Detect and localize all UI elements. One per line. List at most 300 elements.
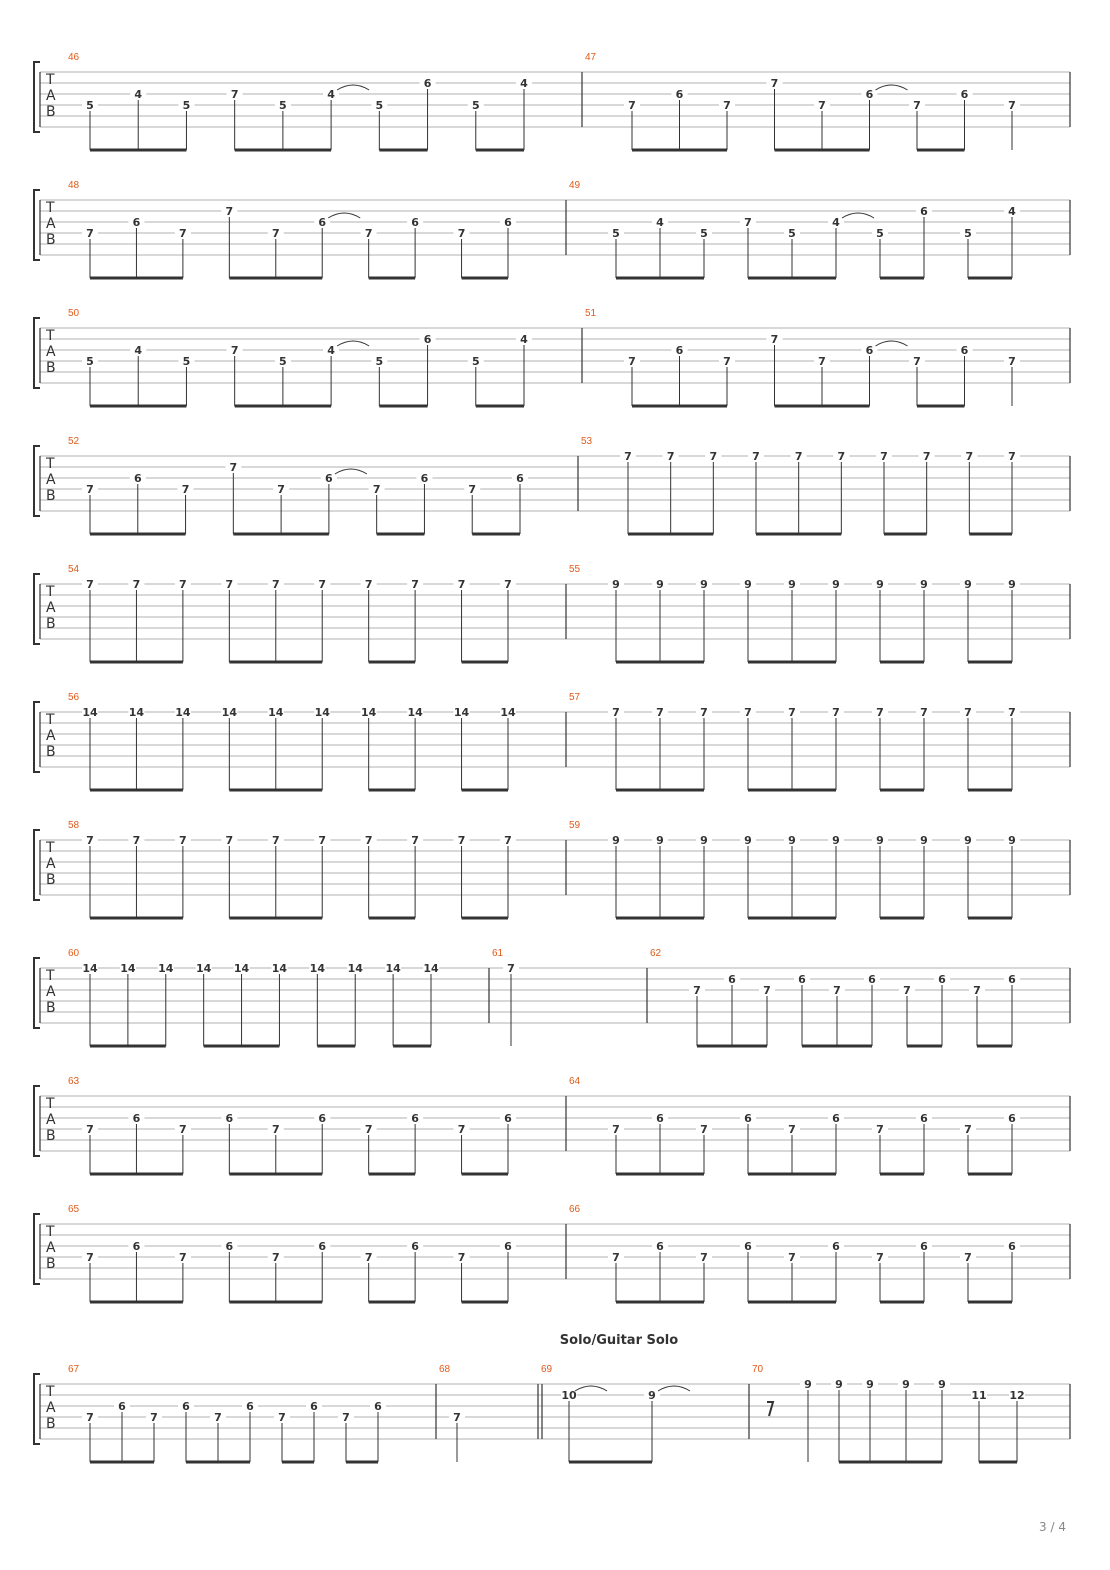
measure-number: 60 <box>68 948 80 959</box>
tab-clef-letter: T <box>46 328 55 344</box>
fret-number: 4 <box>832 216 840 229</box>
fret-number: 9 <box>938 1378 946 1391</box>
fret-number: 7 <box>1008 706 1016 719</box>
fret-number: 7 <box>818 355 826 368</box>
fret-number: 7 <box>277 483 285 496</box>
fret-number: 5 <box>471 99 480 112</box>
fret-number: 6 <box>420 472 429 485</box>
fret-number: 7 <box>880 450 888 463</box>
tab-clef-letter: A <box>46 344 56 360</box>
fret-number: 7 <box>628 355 636 368</box>
tie-arc <box>328 213 360 218</box>
system-bracket <box>34 1374 40 1444</box>
tab-staff <box>0 692 1110 802</box>
fret-number: 7 <box>770 333 779 346</box>
fret-number: 6 <box>423 77 432 90</box>
fret-number: 14 <box>361 706 377 719</box>
fret-number: 14 <box>221 706 237 719</box>
fret-number: 7 <box>693 984 701 997</box>
system-bracket <box>34 1086 40 1156</box>
fret-number: 7 <box>86 1251 94 1264</box>
fret-number: 6 <box>411 1240 419 1253</box>
fret-number: 7 <box>504 834 512 847</box>
fret-number: 7 <box>318 834 327 847</box>
tab-clef-letter: B <box>46 488 56 504</box>
fret-number: 14 <box>120 962 136 975</box>
measure-number: 67 <box>68 1364 80 1375</box>
fret-number: 7 <box>913 355 921 368</box>
fret-number: 4 <box>656 216 664 229</box>
fret-number: 7 <box>364 1123 373 1136</box>
fret-number: 6 <box>325 472 333 485</box>
fret-number: 7 <box>964 706 972 719</box>
fret-number: 6 <box>865 344 874 357</box>
fret-number: 6 <box>960 344 969 357</box>
tab-system <box>0 564 1110 654</box>
fret-number: 7 <box>457 1251 466 1264</box>
fret-number: 7 <box>965 450 974 463</box>
tie-arc <box>876 341 908 346</box>
fret-number: 6 <box>310 1400 318 1413</box>
fret-number: 6 <box>920 1240 928 1253</box>
fret-number: 14 <box>500 706 516 719</box>
tab-clef-letter: A <box>46 984 56 1000</box>
fret-number: 7 <box>230 88 239 101</box>
fret-number: 6 <box>744 1240 752 1253</box>
fret-number: 6 <box>516 472 524 485</box>
tie-arc <box>575 1386 607 1391</box>
fret-number: 7 <box>922 450 931 463</box>
fret-number: 7 <box>229 461 238 474</box>
fret-number: 6 <box>504 216 512 229</box>
tab-system <box>0 436 1110 526</box>
tie-arc <box>658 1386 690 1391</box>
fret-number: 11 <box>971 1389 987 1402</box>
tab-clef-letter: B <box>46 232 56 248</box>
tab-clef-letter: T <box>46 1096 55 1112</box>
fret-number: 7 <box>709 450 718 463</box>
fret-number: 5 <box>471 355 480 368</box>
fret-number: 7 <box>271 578 280 591</box>
fret-number: 7 <box>624 450 632 463</box>
fret-number: 9 <box>902 1378 910 1391</box>
fret-number: 7 <box>504 578 512 591</box>
fret-number: 9 <box>835 1378 843 1391</box>
tab-clef-letter: B <box>46 1000 56 1016</box>
fret-number: 14 <box>196 962 212 975</box>
fret-number: 5 <box>279 355 287 368</box>
tab-clef-letter: A <box>46 216 56 232</box>
fret-number: 7 <box>763 984 771 997</box>
measure-number: 68 <box>439 1364 451 1375</box>
fret-number: 6 <box>182 1400 190 1413</box>
fret-number: 12 <box>1009 1389 1025 1402</box>
fret-number: 7 <box>788 706 796 719</box>
fret-number: 14 <box>309 962 325 975</box>
system-bracket <box>34 958 40 1028</box>
fret-number: 7 <box>700 1123 708 1136</box>
measure-number: 50 <box>68 308 80 319</box>
measure-number: 56 <box>68 692 80 703</box>
fret-number: 7 <box>656 706 664 719</box>
fret-number: 5 <box>612 227 620 240</box>
fret-number: 4 <box>134 344 143 357</box>
tab-clef-letter: T <box>46 840 55 856</box>
tab-clef-letter: T <box>46 1224 55 1240</box>
fret-number: 5 <box>700 227 708 240</box>
tab-staff <box>0 436 1110 546</box>
measure-number: 46 <box>68 52 80 63</box>
fret-number: 7 <box>818 99 826 112</box>
tab-staff <box>0 1076 1110 1186</box>
tab-system <box>0 1204 1110 1294</box>
fret-number: 7 <box>86 483 94 496</box>
fret-number: 7 <box>744 216 752 229</box>
measure-number: 69 <box>541 1364 553 1375</box>
fret-number: 4 <box>134 88 143 101</box>
fret-number: 7 <box>86 1123 94 1136</box>
fret-number: 6 <box>920 1112 928 1125</box>
fret-number: 7 <box>700 1251 708 1264</box>
fret-number: 4 <box>1008 205 1016 218</box>
fret-number: 5 <box>788 227 796 240</box>
tab-clef-letter: T <box>46 968 55 984</box>
fret-number: 7 <box>230 344 239 357</box>
fret-number: 6 <box>920 205 928 218</box>
fret-number: 6 <box>938 973 946 986</box>
fret-number: 7 <box>364 1251 373 1264</box>
fret-number: 9 <box>612 578 620 591</box>
fret-number: 7 <box>179 1251 187 1264</box>
fret-number: 9 <box>788 578 796 591</box>
fret-number: 7 <box>507 962 515 975</box>
fret-number: 6 <box>423 333 432 346</box>
fret-number: 9 <box>744 578 752 591</box>
fret-number: 7 <box>612 1123 620 1136</box>
system-bracket <box>34 702 40 772</box>
fret-number: 10 <box>561 1389 577 1402</box>
tab-clef-letter: A <box>46 1112 56 1128</box>
fret-number: 7 <box>752 450 760 463</box>
fret-number: 7 <box>132 578 141 591</box>
fret-number: 6 <box>318 1240 327 1253</box>
fret-number: 7 <box>132 834 141 847</box>
fret-number: 7 <box>794 450 803 463</box>
fret-number: 7 <box>179 834 187 847</box>
fret-number: 7 <box>832 706 840 719</box>
fret-number: 7 <box>225 205 234 218</box>
fret-number: 7 <box>179 578 187 591</box>
fret-number: 9 <box>656 834 664 847</box>
fret-number: 7 <box>411 834 419 847</box>
system-bracket <box>34 190 40 260</box>
fret-number: 6 <box>132 1112 141 1125</box>
fret-number: 7 <box>903 984 911 997</box>
measure-number: 62 <box>650 948 662 959</box>
tab-clef-letter: B <box>46 360 56 376</box>
measure-number: 58 <box>68 820 80 831</box>
tab-system <box>0 692 1110 782</box>
tab-clef-letter: B <box>46 616 56 632</box>
fret-number: 9 <box>866 1378 874 1391</box>
tab-staff <box>0 1364 1110 1474</box>
tab-staff <box>0 308 1110 418</box>
fret-number: 7 <box>666 450 675 463</box>
fret-number: 7 <box>364 227 373 240</box>
fret-number: 9 <box>876 834 884 847</box>
tab-system <box>0 1364 1110 1454</box>
fret-number: 7 <box>876 706 884 719</box>
tab-staff <box>0 1204 1110 1314</box>
tab-staff <box>0 564 1110 674</box>
tab-system <box>0 308 1110 398</box>
fret-number: 5 <box>182 99 191 112</box>
tab-staff <box>0 820 1110 930</box>
fret-number: 14 <box>268 706 284 719</box>
system-bracket <box>34 446 40 516</box>
fret-number: 6 <box>411 216 419 229</box>
fret-number: 7 <box>1008 355 1016 368</box>
fret-number: 9 <box>920 834 928 847</box>
fret-number: 14 <box>82 706 98 719</box>
fret-number: 7 <box>612 1251 620 1264</box>
fret-number: 7 <box>833 984 841 997</box>
fret-number: 7 <box>181 483 190 496</box>
fret-number: 7 <box>457 1123 466 1136</box>
fret-number: 6 <box>832 1240 840 1253</box>
fret-number: 5 <box>876 227 884 240</box>
fret-number: 7 <box>453 1411 461 1424</box>
fret-number: 6 <box>118 1400 126 1413</box>
fret-number: 7 <box>744 706 752 719</box>
tab-clef-letter: B <box>46 1416 56 1432</box>
tie-arc <box>842 213 874 218</box>
tab-clef-letter: A <box>46 1240 56 1256</box>
tab-system <box>0 948 1110 1038</box>
fret-number: 9 <box>832 834 840 847</box>
fret-number: 6 <box>504 1240 512 1253</box>
fret-number: 7 <box>318 578 327 591</box>
fret-number: 7 <box>179 227 187 240</box>
tab-staff <box>0 52 1110 162</box>
fret-number: 7 <box>271 834 280 847</box>
fret-number: 9 <box>876 578 884 591</box>
fret-number: 6 <box>318 1112 327 1125</box>
tab-clef-letter: A <box>46 88 56 104</box>
fret-number: 14 <box>314 706 330 719</box>
fret-number: 7 <box>1008 450 1016 463</box>
tab-clef-letter: T <box>46 456 55 472</box>
fret-number: 7 <box>457 578 466 591</box>
measure-number: 55 <box>569 564 581 575</box>
fret-number: 7 <box>612 706 620 719</box>
fret-number: 7 <box>723 355 731 368</box>
fret-number: 7 <box>964 1251 972 1264</box>
tie-arc <box>876 85 908 90</box>
tab-clef-letter: T <box>46 1384 55 1400</box>
system-bracket <box>34 318 40 388</box>
fret-number: 7 <box>271 227 280 240</box>
fret-number: 7 <box>342 1411 350 1424</box>
tie-arc <box>337 85 369 90</box>
fret-number: 9 <box>648 1389 656 1402</box>
fret-number: 5 <box>964 227 972 240</box>
fret-number: 7 <box>214 1411 222 1424</box>
fret-number: 7 <box>876 1251 884 1264</box>
system-bracket <box>34 574 40 644</box>
section-label: Solo/Guitar Solo <box>559 1333 679 1348</box>
fret-number: 7 <box>457 834 466 847</box>
system-bracket <box>34 830 40 900</box>
system-bracket <box>34 62 40 132</box>
fret-number: 7 <box>278 1411 286 1424</box>
fret-number: 7 <box>920 706 928 719</box>
fret-number: 14 <box>233 962 250 975</box>
fret-number: 14 <box>158 962 174 975</box>
fret-number: 5 <box>375 355 384 368</box>
fret-number: 7 <box>86 578 94 591</box>
tab-clef-letter: A <box>46 728 56 744</box>
fret-number: 7 <box>723 99 731 112</box>
measure-number: 61 <box>492 948 504 959</box>
measure-number: 59 <box>569 820 581 831</box>
tab-staff <box>0 948 1110 1058</box>
fret-number: 7 <box>271 1123 280 1136</box>
fret-number: 4 <box>520 77 528 90</box>
fret-number: 6 <box>225 1240 234 1253</box>
fret-number: 7 <box>876 1123 884 1136</box>
fret-number: 5 <box>86 99 94 112</box>
fret-number: 7 <box>788 1123 796 1136</box>
fret-number: 9 <box>788 834 796 847</box>
fret-number: 9 <box>744 834 752 847</box>
tab-clef-letter: B <box>46 1128 56 1144</box>
fret-number: 6 <box>318 216 327 229</box>
tab-clef-letter: B <box>46 744 56 760</box>
fret-number: 7 <box>628 99 636 112</box>
fret-number: 7 <box>225 578 234 591</box>
rest-symbol <box>767 1402 773 1416</box>
fret-number: 6 <box>728 973 736 986</box>
fret-number: 6 <box>132 1240 141 1253</box>
tab-system <box>0 1076 1110 1166</box>
measure-number: 49 <box>569 180 581 191</box>
fret-number: 6 <box>1008 1240 1016 1253</box>
fret-number: 7 <box>150 1411 158 1424</box>
fret-number: 6 <box>225 1112 234 1125</box>
fret-number: 7 <box>788 1251 796 1264</box>
fret-number: 7 <box>1008 99 1016 112</box>
fret-number: 7 <box>364 834 373 847</box>
tie-arc <box>337 341 369 346</box>
fret-number: 4 <box>327 344 335 357</box>
measure-number: 54 <box>68 564 80 575</box>
tab-clef-letter: B <box>46 104 56 120</box>
fret-number: 7 <box>964 1123 972 1136</box>
measure-number: 65 <box>68 1204 80 1215</box>
fret-number: 7 <box>271 1251 280 1264</box>
tab-clef-letter: T <box>46 712 55 728</box>
tab-staff <box>0 180 1110 290</box>
measure-number: 66 <box>569 1204 581 1215</box>
fret-number: 6 <box>656 1112 664 1125</box>
fret-number: 9 <box>1008 834 1016 847</box>
fret-number: 7 <box>913 99 921 112</box>
tab-clef-letter: B <box>46 872 56 888</box>
fret-number: 7 <box>457 227 466 240</box>
fret-number: 9 <box>964 834 972 847</box>
tab-system <box>0 820 1110 910</box>
fret-number: 14 <box>175 706 191 719</box>
fret-number: 6 <box>832 1112 840 1125</box>
measure-number: 63 <box>68 1076 80 1087</box>
fret-number: 7 <box>86 1411 94 1424</box>
fret-number: 4 <box>520 333 528 346</box>
fret-number: 6 <box>1008 1112 1016 1125</box>
fret-number: 4 <box>327 88 335 101</box>
measure-number: 53 <box>581 436 593 447</box>
measure-number: 47 <box>585 52 597 63</box>
fret-number: 7 <box>411 578 419 591</box>
fret-number: 6 <box>675 88 684 101</box>
fret-number: 9 <box>700 834 708 847</box>
fret-number: 9 <box>832 578 840 591</box>
fret-number: 6 <box>798 973 806 986</box>
measure-number: 64 <box>569 1076 581 1087</box>
fret-number: 7 <box>225 834 234 847</box>
fret-number: 14 <box>407 706 423 719</box>
fret-number: 6 <box>504 1112 512 1125</box>
fret-number: 5 <box>279 99 287 112</box>
page-number: 3 / 4 <box>1039 1520 1066 1534</box>
fret-number: 7 <box>179 1123 187 1136</box>
fret-number: 9 <box>612 834 620 847</box>
fret-number: 6 <box>133 472 142 485</box>
tab-clef-letter: A <box>46 1400 56 1416</box>
tab-system <box>0 180 1110 270</box>
measure-number: 51 <box>585 308 597 319</box>
fret-number: 14 <box>453 706 470 719</box>
measure-number: 57 <box>569 692 581 703</box>
fret-number: 6 <box>865 88 874 101</box>
tie-arc <box>335 469 367 474</box>
fret-number: 7 <box>86 227 94 240</box>
tab-system <box>0 52 1110 142</box>
fret-number: 14 <box>347 962 363 975</box>
fret-number: 7 <box>468 483 477 496</box>
tab-clef-letter: T <box>46 200 55 216</box>
fret-number: 6 <box>656 1240 664 1253</box>
fret-number: 9 <box>700 578 708 591</box>
tab-clef-letter: T <box>46 584 55 600</box>
fret-number: 6 <box>1008 973 1016 986</box>
fret-number: 14 <box>271 962 288 975</box>
fret-number: 6 <box>868 973 876 986</box>
tab-clef-letter: T <box>46 72 55 88</box>
fret-number: 14 <box>385 962 401 975</box>
fret-number: 7 <box>770 77 779 90</box>
fret-number: 6 <box>744 1112 752 1125</box>
fret-number: 9 <box>656 578 664 591</box>
fret-number: 7 <box>364 578 373 591</box>
fret-number: 7 <box>372 483 381 496</box>
fret-number: 6 <box>675 344 684 357</box>
fret-number: 9 <box>964 578 972 591</box>
fret-number: 14 <box>128 706 145 719</box>
fret-number: 9 <box>804 1378 812 1391</box>
fret-number: 5 <box>375 99 384 112</box>
fret-number: 9 <box>1008 578 1016 591</box>
